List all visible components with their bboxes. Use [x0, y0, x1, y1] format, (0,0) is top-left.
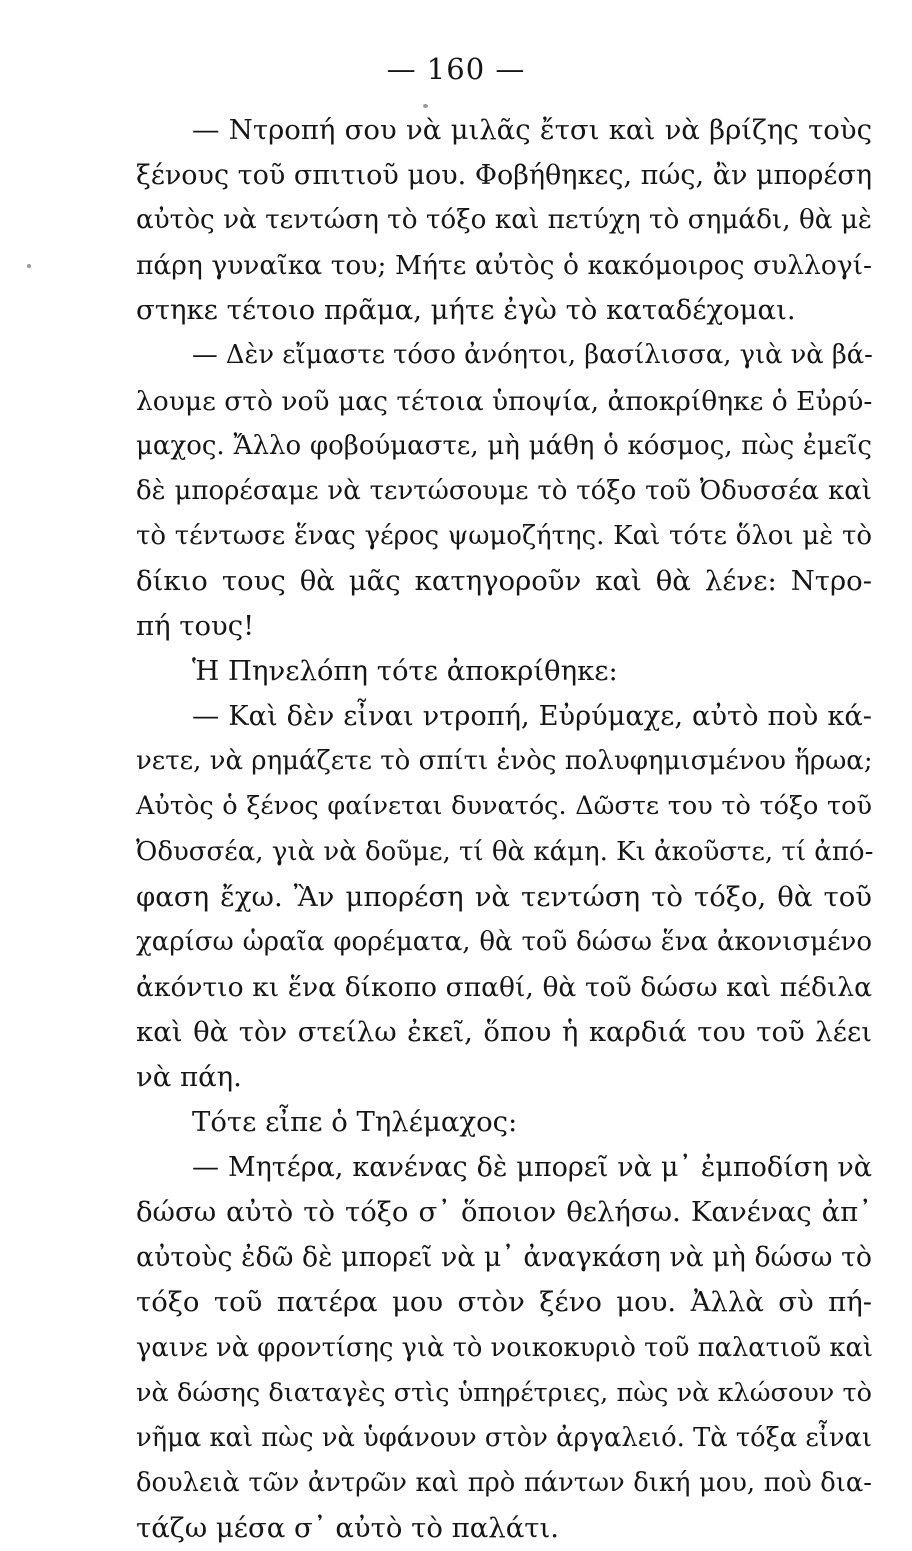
text-line: — Ντροπή σου νὰ μιλᾶς ἔτσι καὶ νὰ βρίζης τοὺς	[192, 114, 872, 146]
text-line: στηκε τέτοιο πρᾶμα, μήτε ἐγὼ τὸ καταδέχομαι.	[136, 294, 796, 327]
text-line: γαινε νὰ φροντίσης γιὰ τὸ νοικοκυριὸ τοῦ παλατιοῦ καὶ	[136, 1332, 873, 1363]
text-line: πή τους!	[136, 610, 255, 643]
text-line: ξένους τοῦ σπιτιοῦ μου. Φοβήθηκες, πώς, ἂν μπορέση	[136, 160, 872, 192]
text-line: αὐτοὺς ἐδῶ δὲ μπορεῖ νὰ μ᾽ ἀναγκάση νὰ μὴ δώσω τὸ	[136, 1242, 872, 1274]
page-number: — 160 —	[386, 52, 526, 86]
text-line: τὸ τέντωσε ἕνας γέρος ψωμοζήτης. Καὶ τότε ὅλοι μὲ τὸ	[136, 520, 872, 551]
text-line: νὰ πάη.	[136, 1060, 242, 1093]
text-line: δὲ μπορέσαμε νὰ τεντώσουμε τὸ τόξο τοῦ Ὀδυσσέα καὶ	[136, 475, 872, 506]
text-line: φαση ἔχω. Ἂν μπορέση νὰ τεντώση τὸ τόξο, θὰ τοῦ	[136, 880, 872, 913]
text-line: δώσω αὐτὸ τὸ τόξο σ᾽ ὅποιον θελήσω. Κανένας ἀπ᾽	[136, 1196, 872, 1229]
print-speck	[27, 264, 31, 268]
body-text	[136, 108, 872, 1551]
text-line: — Καὶ δὲν εἶναι ντροπή, Εὐρύμαχε, αὐτὸ ποὺ κά-	[192, 701, 872, 733]
text-line: Αὐτὸς ὁ ξένος φαίνεται δυνατός. Δῶστε του τὸ τόξο τοῦ	[136, 791, 872, 822]
text-line: νετε, νὰ ρημάζετε τὸ σπίτι ἑνὸς πολυφημισμένου ἥρωα;	[136, 746, 873, 777]
text-line: τόξο τοῦ πατέρα μου στὸν ξένο μου. Ἀλλὰ σὺ πή-	[136, 1286, 872, 1319]
text-line: δουλειὰ τῶν ἀντρῶν καὶ πρὸ πάντων δική μου, ποὺ δια-	[136, 1467, 872, 1498]
text-line: — Δὲν εἴμαστε τόσο ἀνόητοι, βασίλισσα, γιὰ νὰ βά-	[192, 340, 873, 371]
text-line: πάρη γυναῖκα του; Μήτε αὐτὸς ὁ κακόμοιρος συλλογί-	[136, 250, 872, 282]
text-line: τάζω μέσα σ᾽ αὐτὸ τὸ παλάτι.	[136, 1511, 560, 1544]
text-line: νῆμα καὶ πὼς νὰ ὑφάνουν στὸν ἀργαλειό. Τὰ τόξα εἶναι	[136, 1422, 872, 1453]
text-line: ἀκόντιο κι ἕνα δίκοπο σπαθί, θὰ τοῦ δώσω καὶ πέδιλα	[136, 971, 872, 1003]
text-line: Τότε εἶπε ὁ Τηλέμαχος:	[192, 1106, 518, 1139]
text-line: αὐτὸς νὰ τεντώση τὸ τόξο καὶ πετύχη τὸ σημάδι, θὰ μὲ	[136, 205, 872, 236]
text-line: καὶ θὰ τὸν στείλω ἐκεῖ, ὅπου ἡ καρδιά του τοῦ λέει	[136, 1015, 872, 1048]
text-line: δίκιο τους θὰ μᾶς κατηγοροῦν καὶ θὰ λένε: Ντρο-	[136, 564, 872, 597]
text-line: Ἡ Πηνελόπη τότε ἀποκρίθηκε:	[192, 655, 618, 688]
text-line: νὰ δώσης διαταγὲς στὶς ὑπηρέτριες, πὼς νὰ κλώσουν τὸ	[136, 1377, 872, 1408]
text-line: λουμε στὸ νοῦ μας τέτοια ὑποψία, ἀποκρίθηκε ὁ Εὐρύ-	[136, 385, 873, 417]
text-line: Ὀδυσσέα, γιὰ νὰ δοῦμε, τί θὰ κάμη. Κι ἀκοῦστε, τί ἀπό-	[136, 836, 874, 867]
text-line: χαρίσω ὡραῖα φορέματα, θὰ τοῦ δώσω ἕνα ἀκονισμένο	[136, 926, 872, 957]
text-line: — Μητέρα, κανένας δὲ μπορεῖ νὰ μ᾽ ἐμποδίση νὰ	[192, 1152, 872, 1184]
text-line: μαχος. Ἄλλο φοβούμαστε, μὴ μάθη ὁ κόσμος, πὼς ἐμεῖς	[136, 430, 872, 461]
